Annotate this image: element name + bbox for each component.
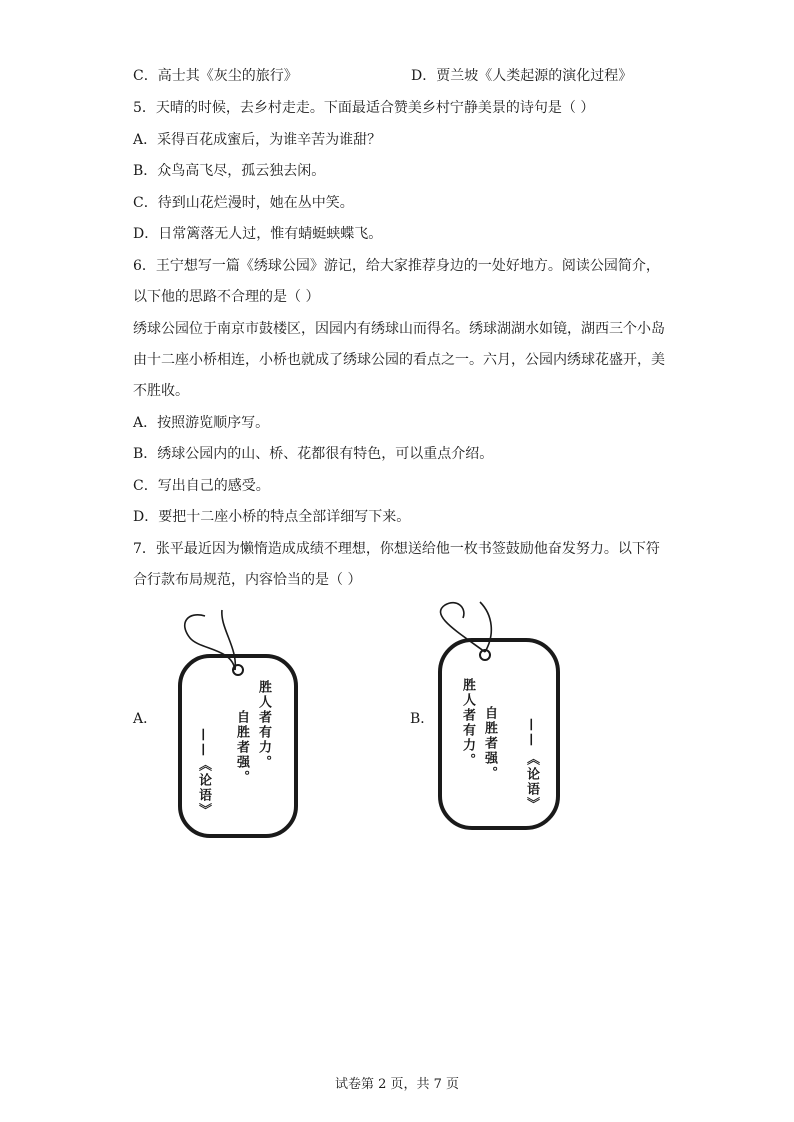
q6-option-d: D．要把十二座小桥的特点全部详细写下来。 [133,509,411,525]
q4-option-c: C．高士其《灰尘的旅行》 [133,68,298,84]
bookmark-a-source: 《论语》 [196,758,211,818]
q6-passage-line3: 不胜收。 [133,383,189,399]
bookmark-b-dash: —— [524,718,539,748]
q6-option-a: A．按照游览顺序写。 [133,415,270,431]
bookmark-b-label: B． [410,711,435,727]
bookmark-b-shape [425,600,575,835]
bookmark-a-dash: —— [196,728,211,758]
bookmark-b-col2: 自胜者强。 [482,706,497,781]
bookmark-a-col1: 胜人者有力。 [256,680,271,770]
bookmark-a-col2: 自胜者强。 [234,710,249,785]
q6-stem-line1: 6．王宁想写一篇《绣球公园》游记，给大家推荐身边的一处好地方。阅读公园简介， [133,258,660,274]
q7-stem-line2: 合行款布局规范，内容恰当的是（ ） [133,572,362,588]
bookmark-b-source: 《论语》 [524,752,539,812]
q4-option-d: D．贾兰坡《人类起源的演化过程》 [411,68,633,84]
q5-option-d: D．日常篱落无人过，惟有蜻蜓蛱蝶飞。 [133,226,383,242]
bookmark-b-col1: 胜人者有力。 [460,678,475,768]
q5-option-b: B．众鸟高飞尽，孤云独去闲。 [133,163,326,179]
q6-passage-line2: 由十二座小桥相连，小桥也就成了绣球公园的看点之一。六月，公园内绣球花盛开，美 [133,352,665,368]
q5-option-a: A．采得百花成蜜后，为谁辛苦为谁甜？ [133,132,382,148]
bookmark-a-label: A． [133,711,158,727]
q6-passage-line1: 绣球公园位于南京市鼓楼区，因园内有绣球山而得名。绣球湖湖水如镜，湖西三个小岛 [133,321,665,337]
page-footer: 试卷第 2 页，共 7 页 [334,1077,460,1092]
q6-option-c: C．写出自己的感受。 [133,478,270,494]
q7-stem-line1: 7．张平最近因为懒惰造成成绩不理想，你想送给他一枚书签鼓励他奋发努力。以下符 [133,541,660,557]
q6-stem-line2: 以下他的思路不合理的是（ ） [133,289,320,305]
q5-option-c: C．待到山花烂漫时，她在丛中笑。 [133,195,354,211]
q5-stem: 5．天晴的时候，去乡村走走。下面最适合赞美乡村宁静美景的诗句是（ ） [133,100,595,116]
q6-option-b: B．绣球公园内的山、桥、花都很有特色，可以重点介绍。 [133,446,494,462]
